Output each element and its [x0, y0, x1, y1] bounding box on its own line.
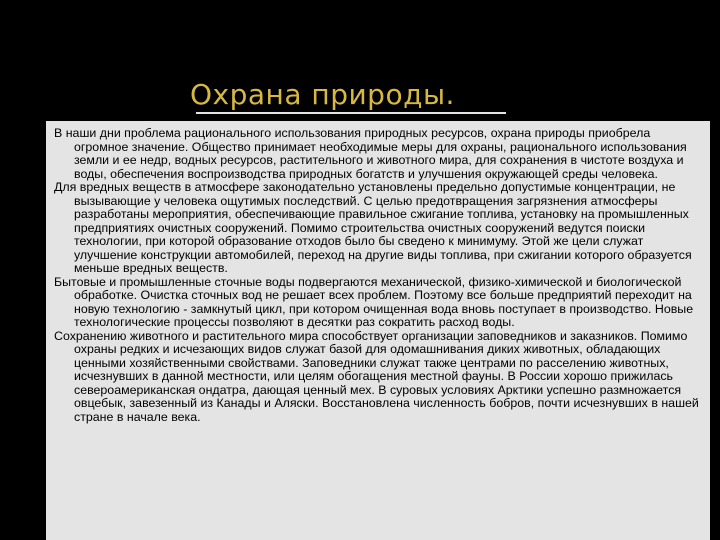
- paragraph-wildlife-reserves: Сохранению животного и растительного мира способствует организации заповедников и заказников. Помимо охраны редких и исчезающих видов служат базой для одомашнивания диких животных, обладающих ценными хозяйственными свойствами. Заповедники служат также центрами по расселению животных, исчезнувших в данной местности, или целям обогащения местной фауны. В России хорошо прижилась североамериканская ондатра, дающая ценный мех. В суровых условиях Арктики успешно размножается овцебык, завезенный из Канады и Аляски. Восстановлена численность бобров, почти исчезнувших в нашей стране в начале века.: [54, 328, 699, 424]
- paragraph-intro: В наши дни проблема рационального использования природных ресурсов, охрана природы приобрела огромное значение. Общество принимает необходимые меры для охраны, рационального использования земли и ее недр, водных ресурсов, растительного и животного мира, для сохранения в чистоте воздуха и воды, обеспечения воспроизводства природных богатств и улучшения окружающей среды человека.: [54, 126, 687, 181]
- title-divider: [196, 112, 506, 114]
- paragraph-water-treatment: Бытовые и промышленные сточные воды подвергаются механической, физико-химической и биологической обработке. Очистка сточных вод не решает всех проблем. Поэтому все больше предприятий переходит на новую технологию - замкнутый цикл, при котором очищенная вода вновь поступает в производство. Новые технологические процессы позволяют в десятки раз сократить расход воды.: [54, 274, 694, 329]
- paragraph-air-protection: Для вредных веществ в атмосфере законодательно установлены предельно допустимые концентрации, не вызывающие у человека ощутимых последствий. С целью предотвращения загрязнения атмосферы разработаны мероприятия, обеспечивающие правильное сжигание топлива, установку на промышленных предприятиях очистных сооружений. Помимо строительства очистных сооружений ведутся поиски технологии, при которой образование отходов было бы сведено к минимуму. Этой же цели служат улучшение конструкции автомобилей, переход на другие виды топлива, при сжигании которого образуется меньше вредных веществ.: [54, 180, 692, 275]
- slide-body: [54, 127, 702, 424]
- slide-title: Охрана природы.: [190, 78, 455, 111]
